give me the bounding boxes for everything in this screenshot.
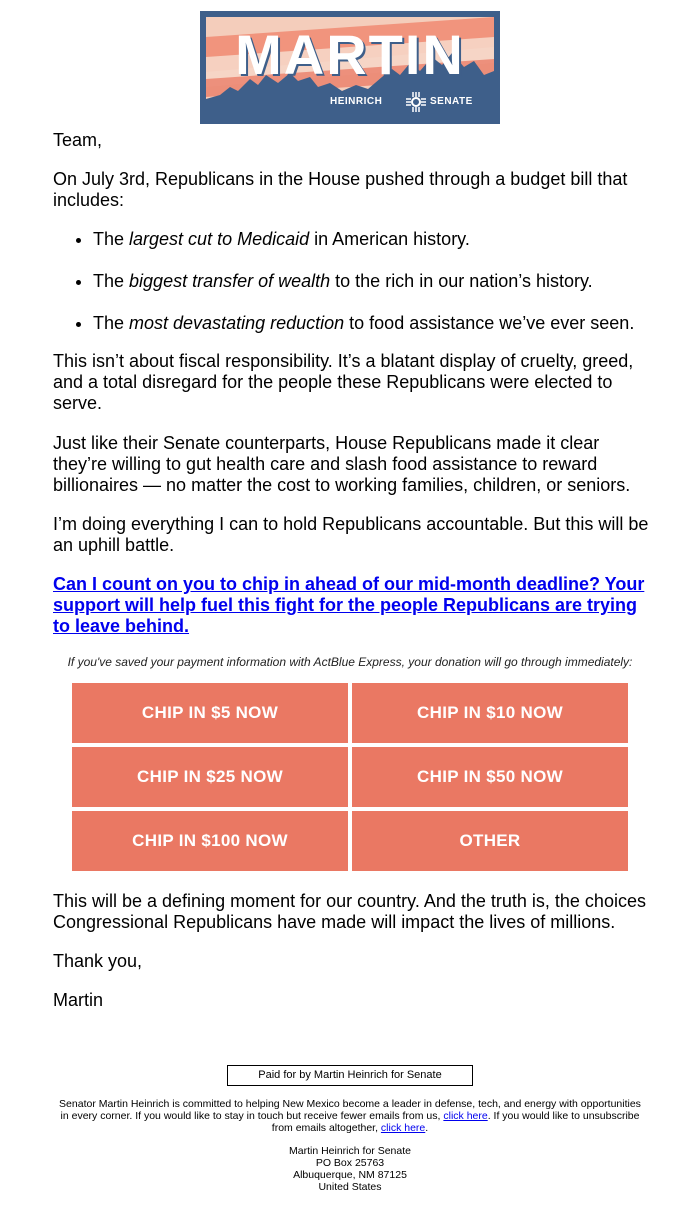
paragraph-fiscal: This isn’t about fiscal responsibility. It’s a blatant display of cruelty, greed, and a total disregard for the people these Republicans were elected to serve. (53, 351, 634, 413)
signature: Martin (53, 990, 104, 1010)
list-item: The largest cut to Medicaid in American history. (53, 229, 653, 250)
intro-paragraph: On July 3rd, Republicans in the House pushed through a budget bill that includes: (53, 169, 628, 210)
zia-sun-icon (406, 92, 426, 112)
list-item: The biggest transfer of wealth to the rich in our nation’s history. (53, 271, 653, 292)
donate-5-button[interactable]: CHIP IN $5 NOW (72, 683, 348, 743)
fewer-emails-link[interactable]: click here (443, 1110, 488, 1122)
paragraph-defining-moment: This will be a defining moment for our country. And the truth is, the choices Congressional Republicans have made will impact the lives of millions. (53, 891, 646, 932)
logo-name: MARTIN (235, 23, 465, 86)
bullet-list (53, 229, 653, 355)
logo-subtitle-right: SENATE (430, 96, 473, 107)
donate-10-button[interactable]: CHIP IN $10 NOW (352, 683, 628, 743)
paid-for-disclaimer: Paid for by Martin Heinrich for Senate (227, 1065, 473, 1086)
greeting: Team, (53, 130, 103, 150)
unsubscribe-link[interactable]: click here (380, 1122, 426, 1134)
donate-100-button[interactable]: CHIP IN $100 NOW (72, 811, 348, 871)
donate-25-button[interactable]: CHIP IN $25 NOW (72, 747, 348, 807)
paragraph-senate: Just like their Senate counterparts, House Republicans made it clear they’re willing to gut health care and slash food assistance to reward billionaires — no matter the cost to working families, children, or seniors. (53, 433, 631, 495)
list-item: The most devastating reduction to food assistance we’ve ever seen. (53, 313, 653, 334)
donate-50-button[interactable]: CHIP IN $50 NOW (352, 747, 628, 807)
closing: Thank you, (53, 951, 143, 971)
donate-other-button[interactable]: OTHER (352, 811, 628, 871)
paragraph-accountable: I’m doing everything I can to hold Republicans accountable. But this will be an uphill battle. (53, 514, 649, 555)
logo-art (206, 17, 494, 118)
donate-ask-link[interactable]: Can I count on you to chip in ahead of our mid-month deadline? Your support will help fuel this fight for the people Republicans are trying to leave behind. (53, 574, 645, 636)
logo-subtitle-left: HEINRICH (330, 96, 383, 107)
footer-disclaimer: Senator Martin Heinrich is committed to helping New Mexico become a leader in defense, tech, and energy with opportunities in every corner. If you would like to stay in touch but receive fewer emails from us, click here. If you would like to unsubscribe from emails altogether, click here. (59, 1098, 641, 1134)
actblue-express-note: If you've saved your payment information with ActBlue Express, your donation will go through immediately: (67, 655, 633, 669)
mailing-address: Martin Heinrich for Senate PO Box 25763 Albuquerque, NM 87125 United States (289, 1145, 411, 1193)
campaign-logo (200, 11, 500, 124)
